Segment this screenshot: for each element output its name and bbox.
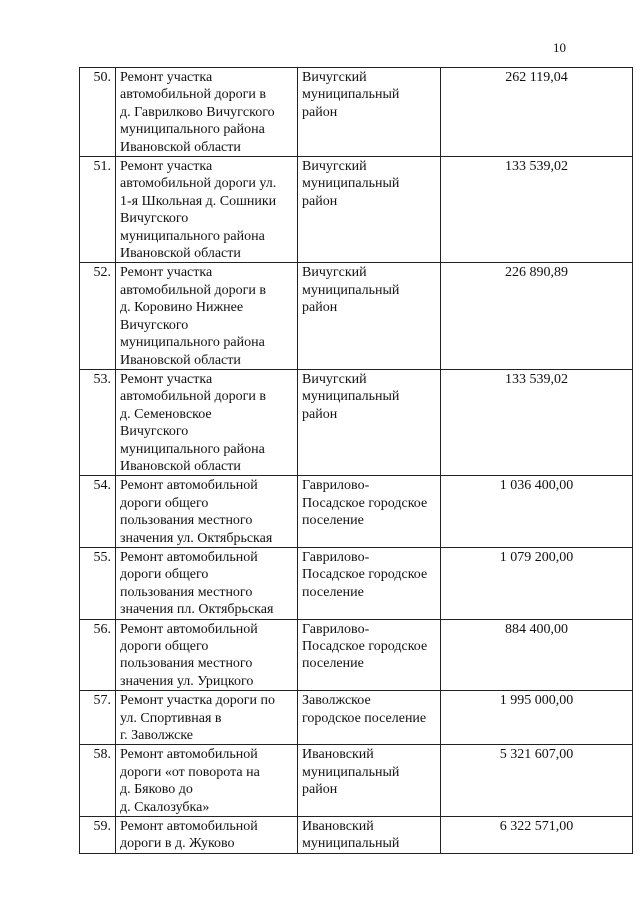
project-name-line: Ремонт автомобильной (120, 621, 258, 637)
project-name-line: муниципального района (120, 228, 265, 244)
table-row (80, 263, 633, 369)
municipality-line: муниципальный (302, 764, 400, 780)
municipality-cell (298, 369, 441, 475)
municipality-cell (298, 817, 441, 854)
project-name-line: значения пл. Октябрьская (120, 602, 274, 618)
row-number: 56. (80, 619, 116, 691)
project-name-line: ул. Спортивная в (120, 710, 222, 726)
project-name-line: д. Гаврилково Вичугского (120, 104, 275, 120)
project-name-line: дороги общего (120, 567, 209, 583)
project-name-cell (116, 619, 298, 691)
municipality-line: Посадское городское (302, 567, 428, 583)
municipality-line: Ивановский (302, 819, 374, 835)
municipality-line: муниципальный (302, 836, 400, 852)
municipality-line: Ивановский (302, 747, 374, 763)
project-name-cell (116, 817, 298, 854)
table-row (80, 369, 633, 475)
project-name-line: значения ул. Октябрьская (120, 530, 273, 546)
project-name-cell (116, 68, 298, 157)
project-name-line: муниципального района (120, 441, 265, 457)
municipality-line: Гаврилово- (302, 478, 370, 494)
table-row (80, 691, 633, 745)
project-name-line: автомобильной дороги в (120, 87, 266, 103)
amount-cell: 133 539,02 (441, 157, 633, 263)
project-name-line: дороги в д. Жуково (120, 836, 235, 852)
project-name-line: Ремонт участка (120, 70, 213, 85)
project-name-line: Вичугского (120, 211, 189, 227)
municipality-line: Вичугский (302, 159, 367, 175)
projects-table-body (80, 68, 633, 854)
municipality-line: Вичугский (302, 265, 367, 281)
amount-cell: 5 321 607,00 (441, 745, 633, 817)
project-name-line: Ивановской области (120, 139, 241, 155)
municipality-line: поселение (302, 656, 364, 672)
row-number: 52. (80, 263, 116, 369)
project-name-line: Ремонт участка (120, 159, 213, 175)
project-name-line: Ремонт автомобильной (120, 747, 258, 763)
amount-cell: 226 890,89 (441, 263, 633, 369)
amount-cell: 1 995 000,00 (441, 691, 633, 745)
project-name-cell (116, 691, 298, 745)
project-name-line: 1-я Школьная д. Сошники (120, 193, 277, 209)
project-name-line: д. Семеновское (120, 406, 212, 422)
project-name-line: дороги общего (120, 639, 209, 654)
amount-cell: 6 322 571,00 (441, 817, 633, 854)
municipality-cell (298, 745, 441, 817)
row-number: 57. (80, 691, 116, 745)
row-number: 53. (80, 369, 116, 475)
project-name-line: автомобильной дороги в (120, 282, 266, 298)
municipality-cell (298, 547, 441, 619)
project-name-line: Ивановской области (120, 246, 241, 262)
row-number: 58. (80, 745, 116, 817)
project-name-cell (116, 745, 298, 817)
row-number: 54. (80, 476, 116, 548)
municipality-line: район (302, 782, 338, 798)
municipality-cell (298, 157, 441, 263)
municipality-line: Вичугский (302, 70, 367, 85)
project-name-line: Вичугского (120, 424, 189, 440)
municipality-cell (298, 476, 441, 548)
row-number: 59. (80, 817, 116, 854)
municipality-line: Посадское городское (302, 639, 428, 654)
municipality-line: поселение (302, 584, 364, 600)
table-row (80, 619, 633, 691)
project-name-line: Ивановской области (120, 352, 241, 368)
project-name-cell (116, 369, 298, 475)
project-name-line: Ивановской области (120, 458, 241, 474)
project-name-line: муниципального района (120, 335, 265, 351)
project-name-line: д. Бяково до (120, 782, 193, 798)
municipality-line: район (302, 300, 338, 316)
table-row (80, 745, 633, 817)
table-row (80, 476, 633, 548)
project-name-line: пользования местного (120, 584, 253, 600)
municipality-line: муниципальный (302, 176, 400, 192)
project-name-line: Ремонт автомобильной (120, 549, 258, 565)
amount-cell: 262 119,04 (441, 68, 633, 157)
project-name-cell (116, 476, 298, 548)
project-name-line: пользования местного (120, 513, 253, 529)
municipality-cell (298, 263, 441, 369)
project-name-line: Вичугского (120, 317, 189, 333)
table-row (80, 547, 633, 619)
table-row (80, 817, 633, 854)
municipality-line: Вичугский (302, 371, 367, 387)
table-row (80, 157, 633, 263)
page-number: 10 (553, 40, 566, 55)
municipality-line: район (302, 193, 338, 209)
project-name-line: Ремонт автомобильной (120, 478, 258, 494)
projects-table (79, 67, 633, 854)
municipality-line: поселение (302, 513, 364, 529)
project-name-line: дороги общего (120, 495, 209, 511)
municipality-cell (298, 68, 441, 157)
project-name-line: дороги «от поворота на (120, 764, 260, 780)
municipality-line: муниципальный (302, 87, 400, 103)
project-name-line: Ремонт участка (120, 265, 213, 281)
amount-cell: 1 036 400,00 (441, 476, 633, 548)
municipality-line: городское поселение (302, 710, 427, 726)
amount-cell: 884 400,00 (441, 619, 633, 691)
table-row (80, 68, 633, 157)
row-number: 50. (80, 68, 116, 157)
project-name-line: Ремонт участка (120, 371, 213, 387)
project-name-line: д. Скалозубка» (120, 799, 210, 815)
municipality-line: район (302, 104, 338, 120)
project-name-line: г. Заволжске (120, 728, 194, 744)
municipality-cell (298, 619, 441, 691)
municipality-line: Гаврилово- (302, 621, 370, 637)
municipality-line: Посадское городское (302, 495, 428, 511)
amount-cell: 133 539,02 (441, 369, 633, 475)
municipality-cell (298, 691, 441, 745)
municipality-line: район (302, 406, 338, 422)
project-name-line: Ремонт автомобильной (120, 819, 258, 835)
project-name-cell (116, 157, 298, 263)
project-name-line: муниципального района (120, 122, 265, 138)
project-name-line: пользования местного (120, 656, 253, 672)
project-name-line: автомобильной дороги ул. (120, 176, 277, 192)
municipality-line: муниципальный (302, 389, 400, 405)
project-name-line: Ремонт участка дороги по (120, 693, 276, 709)
project-name-line: д. Коровино Нижнее (120, 300, 244, 316)
row-number: 51. (80, 157, 116, 263)
municipality-line: муниципальный (302, 282, 400, 298)
row-number: 55. (80, 547, 116, 619)
project-name-cell (116, 547, 298, 619)
municipality-line: Гаврилово- (302, 549, 370, 565)
project-name-line: значения ул. Урицкого (120, 673, 254, 689)
municipality-line: Заволжское (302, 693, 371, 709)
amount-cell: 1 079 200,00 (441, 547, 633, 619)
project-name-cell (116, 263, 298, 369)
project-name-line: автомобильной дороги в (120, 389, 266, 405)
